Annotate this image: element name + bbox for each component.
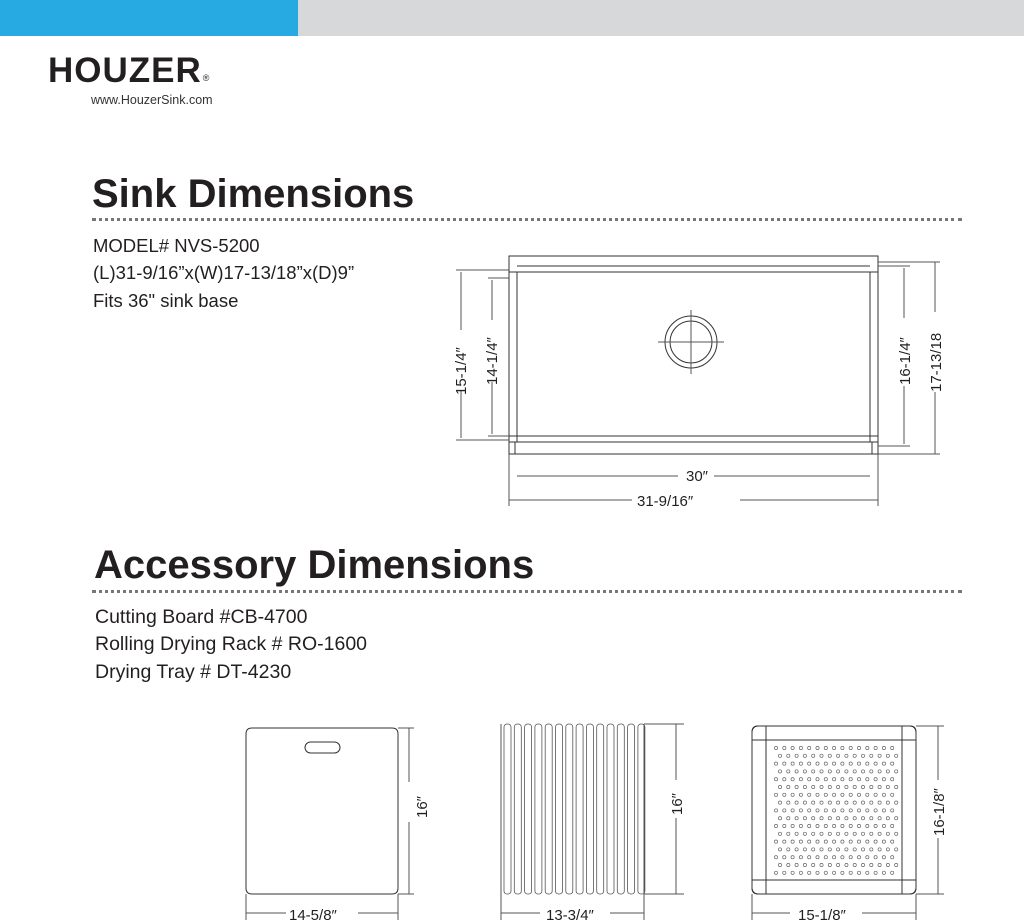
tray-perforation [778,770,781,773]
dim-right-outer-label: 17-13/18 [928,332,945,392]
tray-perforation [833,809,836,812]
tray-perforation [787,832,790,835]
tray-perforation [824,746,827,749]
tray-perforation [891,746,894,749]
drying-rack-drawing [501,724,684,920]
tray-perforation [791,778,794,781]
tray-perforation [774,746,777,749]
rack-bar [597,724,604,894]
drying-tray-drawing [752,726,944,920]
tray-perforation [882,824,885,827]
tray-perforation [837,770,840,773]
tray-perforation [841,778,844,781]
tray-perforation [861,848,864,851]
tray-perforation [895,801,898,804]
tray-perforation [886,863,889,866]
tray-perforation [787,863,790,866]
tray-perforation [783,856,786,859]
tray-perforation [795,817,798,820]
tray-perforation [778,785,781,788]
tray-perforation [870,863,873,866]
tray-perforation [891,840,894,843]
tray-perforation [799,871,802,874]
tray-perforation [886,770,889,773]
tray-perforation [783,746,786,749]
tray-perforation [878,785,881,788]
accessory-drying-rack: Rolling Drying Rack # RO-1600 [95,633,368,655]
tray-perforation [874,793,877,796]
tray-perforation [833,871,836,874]
tray-perforation [799,762,802,765]
rack-bar [576,724,583,894]
tray-perforation [816,809,819,812]
tray-perforation [837,785,840,788]
tray-perforation [833,762,836,765]
tray-perforation [812,754,815,757]
tray-perforation [874,809,877,812]
tray-perforation [803,832,806,835]
tray-perforation [849,778,852,781]
tray-perforation [774,793,777,796]
tray-perforation [816,871,819,874]
tray-perforation [849,809,852,812]
tray-perforation [878,863,881,866]
rack-bar [525,724,532,894]
tray-perforation [874,762,877,765]
tray-perforation [857,871,860,874]
tray-perforation [891,824,894,827]
dim-bottom-inner-label: 30″ [686,468,708,485]
tray-perforation [857,856,860,859]
tray-perforation [783,762,786,765]
tray-perforation [778,817,781,820]
tray-perforation [816,793,819,796]
tray-perforation [874,778,877,781]
tray-perforation [820,817,823,820]
tray-perforation [857,746,860,749]
tray-perforation [816,762,819,765]
tray-perforation [783,824,786,827]
tray-perforation [791,840,794,843]
tray-perforation [812,785,815,788]
tray-perforation [812,801,815,804]
tray-perforation [828,832,831,835]
tray-perforation [816,746,819,749]
accessory-drying-tray: Drying Tray # DT-4230 [95,661,292,683]
tray-perforation [841,746,844,749]
tray-perforation [820,832,823,835]
tray-perforation [845,817,848,820]
tray-perforation [841,793,844,796]
tray-perforation [799,824,802,827]
tray-perforation [882,840,885,843]
tray-perforation [787,754,790,757]
tray-perforation [870,785,873,788]
tray-perforation [861,863,864,866]
tray-perforation [820,863,823,866]
tray-perforation [849,871,852,874]
tray-perforation [774,840,777,843]
tray-perforation [857,824,860,827]
tray-perforation [787,801,790,804]
tray-perforation [845,863,848,866]
tray-perforation [791,809,794,812]
tray-perforation [774,809,777,812]
tray-perforation [795,863,798,866]
tray-perforation [824,762,827,765]
tray-perforation [849,762,852,765]
tray-perforation [787,770,790,773]
tray-perforation [808,793,811,796]
tray-perforation [820,785,823,788]
tray-perforation [861,785,864,788]
tray-perforation [841,871,844,874]
tray-perforation [795,770,798,773]
tray-perforation [853,832,856,835]
tray-perforation [783,778,786,781]
tray-perforation [803,801,806,804]
tray-perforation [816,840,819,843]
tray-perforation [774,856,777,859]
tray-perforation [861,801,864,804]
tray-perforation [866,809,869,812]
tray-perforation [895,832,898,835]
tray-perforation [882,746,885,749]
tray-perforation [841,856,844,859]
rack-bar [607,724,614,894]
tray-perforation [833,824,836,827]
tray-perforation [878,754,881,757]
tray-perforation [882,793,885,796]
tray-perforation [774,824,777,827]
tray-perforation [895,770,898,773]
tray-perforation [812,848,815,851]
tray-perforation [845,770,848,773]
tray-perforation [824,793,827,796]
tray-perforation [886,801,889,804]
tray-perforation [812,770,815,773]
tray-perforation [882,762,885,765]
tray-perforation [866,840,869,843]
tray-perforation [870,817,873,820]
tray-perforation [803,863,806,866]
tray-perforation [882,871,885,874]
cutting-board-width-label: 14-5/8″ [289,907,337,924]
accessory-dimensions-heading: Accessory Dimensions [94,543,535,587]
tray-perforation [849,840,852,843]
tray-perforation [808,856,811,859]
tray-perforation [866,746,869,749]
tray-perforation [866,762,869,765]
tray-perforation [803,754,806,757]
tray-perforation [816,856,819,859]
tray-perforation [895,785,898,788]
tray-perforation [861,770,864,773]
tray-perforation [878,801,881,804]
tray-perforation [820,770,823,773]
tray-perforation [799,856,802,859]
tray-perforation [795,832,798,835]
tray-perforation [778,863,781,866]
tray-perforation [833,793,836,796]
tray-perforation [778,754,781,757]
tray-perforation [874,871,877,874]
tray-perforation [837,863,840,866]
cutting-board-height-label: 16″ [414,796,431,818]
tray-perforation [845,801,848,804]
tray-perforation [891,856,894,859]
tray-perforation [783,809,786,812]
tray-perforation [820,801,823,804]
logo-text: HOUZER [48,51,202,90]
tray-perforation [861,754,864,757]
tray-perforation [841,824,844,827]
tray-perforation [853,754,856,757]
cutting-board-drawing [246,728,414,920]
tray-perforation [828,770,831,773]
tray-perforation [791,793,794,796]
tray-perforation [882,856,885,859]
tray-perforation [799,793,802,796]
tray-perforation [857,778,860,781]
tray-perforation [820,848,823,851]
tray-perforation [808,746,811,749]
dim-right-inner-label: 16-1/4″ [897,337,914,385]
tray-perforation [795,848,798,851]
tray-perforation [783,871,786,874]
tray-perforation [874,840,877,843]
tray-perforation [799,809,802,812]
sink-dimensions-heading: Sink Dimensions [92,172,415,216]
tray-perforation [891,809,894,812]
tray-perforation [895,848,898,851]
tray-perforation [799,840,802,843]
tray-perforation [808,824,811,827]
tray-perforation [833,856,836,859]
tray-perforation [853,770,856,773]
tray-perforation [841,762,844,765]
tray-perforation [808,778,811,781]
tray-perforation [866,871,869,874]
tray-perforation [845,785,848,788]
tray-perforation [824,840,827,843]
tray-perforation [857,793,860,796]
tray-perforation [828,785,831,788]
tray-perforation [891,871,894,874]
tray-perforation [853,817,856,820]
tray-perforation [849,856,852,859]
rack-bar [545,724,552,894]
rack-bar [556,724,563,894]
tray-perforation [774,871,777,874]
tray-perforation [857,809,860,812]
tray-perforation [808,809,811,812]
tray-perforation [891,793,894,796]
tray-perforation [778,801,781,804]
tray-perforation [791,746,794,749]
rack-bar [628,724,635,894]
drying-rack-height-label: 16″ [669,793,686,815]
tray-perforation [874,746,877,749]
dim-left-outer-label: 15-1/4″ [453,347,470,395]
tray-perforation [878,770,881,773]
tray-perforation [886,754,889,757]
spec-model: MODEL# NVS-5200 [93,235,260,256]
tray-perforation [795,785,798,788]
tray-perforation [791,824,794,827]
tray-perforation [803,770,806,773]
tray-perforation [808,840,811,843]
spec-fit: Fits 36" sink base [93,290,239,311]
rack-bar [566,724,573,894]
tray-perforation [812,832,815,835]
tray-perforation [870,770,873,773]
rack-bar [514,724,521,894]
tray-perforation [874,824,877,827]
tray-perforation [808,762,811,765]
tray-perforation [870,832,873,835]
tray-perforation [845,848,848,851]
tray-perforation [866,793,869,796]
tray-perforation [874,856,877,859]
tray-perforation [857,762,860,765]
tray-perforation [882,809,885,812]
tray-perforation [828,863,831,866]
tray-perforation [861,832,864,835]
tray-perforation [845,832,848,835]
tray-perforation [886,848,889,851]
tray-perforation [791,871,794,874]
registered-mark: ® [202,73,211,83]
tray-perforation [828,754,831,757]
tray-perforation [866,856,869,859]
tray-perforation [857,840,860,843]
tray-perforation [803,817,806,820]
tray-perforation [808,871,811,874]
drying-tray-height-label: 16-1/8″ [931,788,948,836]
tray-perforation [828,801,831,804]
tray-perforation [878,832,881,835]
tray-perforation [828,848,831,851]
tray-perforation [837,817,840,820]
tray-perforation [833,746,836,749]
tray-perforation [824,824,827,827]
tray-perforation [803,848,806,851]
tray-perforation [849,793,852,796]
tray-perforation [787,848,790,851]
tray-perforation [870,754,873,757]
tray-perforation [849,824,852,827]
tray-perforation [824,809,827,812]
tray-perforation [783,840,786,843]
tray-perforation [774,778,777,781]
tray-perforation [895,754,898,757]
tray-perforation [787,817,790,820]
drying-tray-width-label: 15-1/8″ [798,907,846,924]
tray-perforation [878,848,881,851]
tray-perforation [816,824,819,827]
tray-perforation [795,754,798,757]
tray-perforation [853,801,856,804]
tray-perforation [882,778,885,781]
tray-perforation [799,746,802,749]
tray-perforation [878,817,881,820]
tray-perforation [787,785,790,788]
tray-perforation [841,840,844,843]
tray-perforation [886,832,889,835]
tray-perforation [837,848,840,851]
tray-perforation [824,856,827,859]
dim-bottom-outer-label: 31-9/16″ [637,493,694,510]
tray-perforation [870,801,873,804]
dim-left-inner-label: 14-1/4″ [484,337,501,385]
rack-bar [617,724,624,894]
tray-perforation [837,801,840,804]
tray-perforation [778,848,781,851]
handle-slot [305,742,340,753]
tray-perforation [778,832,781,835]
tray-perforation [812,817,815,820]
rack-bar [586,724,593,894]
tray-perforation [791,856,794,859]
tray-perforation [895,863,898,866]
drying-rack-width-label: 13-3/4″ [546,907,594,924]
tray-perforation [895,817,898,820]
tray-perforation [853,863,856,866]
rack-bar [504,724,511,894]
tray-perforation [824,871,827,874]
tray-perforation [886,817,889,820]
spec-size: (L)31-9/16”x(W)17-13/18”x(D)9” [93,262,355,283]
tray-perforation [849,746,852,749]
tray-perforation [845,754,848,757]
tray-perforation [803,785,806,788]
tray-perforation [841,809,844,812]
tray-perforation [824,778,827,781]
tray-perforation [820,754,823,757]
tray-perforation [853,785,856,788]
tray-perforation [866,778,869,781]
tray-perforation [791,762,794,765]
tray-perforation [799,778,802,781]
tray-perforation [861,817,864,820]
tray-perforation [783,793,786,796]
tray-perforation [833,778,836,781]
tray-perforation [828,817,831,820]
tray-perforation [837,754,840,757]
tray-perforation [870,848,873,851]
tray-perforation [774,762,777,765]
tray-perforation [866,824,869,827]
website-url: www.HouzerSink.com [91,93,213,107]
tray-perforation [853,848,856,851]
tray-perforation [812,863,815,866]
accessory-cutting-board: Cutting Board #CB-4700 [95,606,308,628]
tray-perforation [816,778,819,781]
tray-perforation [891,778,894,781]
rack-bar [535,724,542,894]
tray-perforation [795,801,798,804]
tray-perforation [837,832,840,835]
tray-perforation [891,762,894,765]
tray-perforation [833,840,836,843]
tray-perforation [886,785,889,788]
